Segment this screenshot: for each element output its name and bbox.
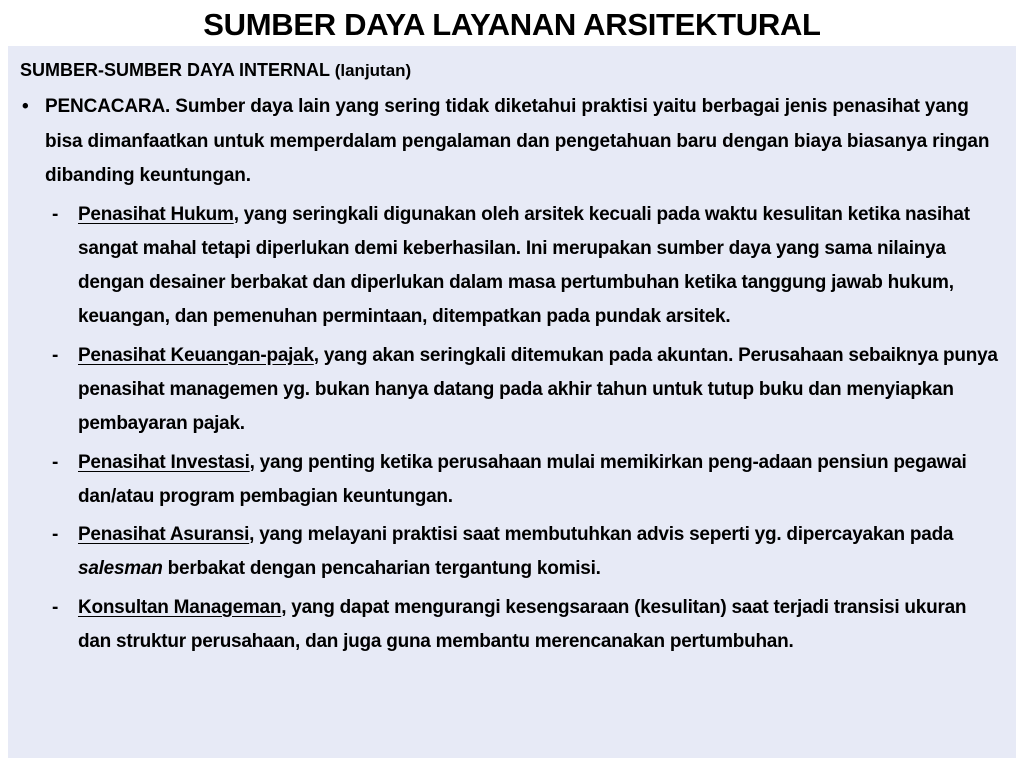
dash-marker: -	[52, 596, 59, 618]
sub-item-penasihat-investasi	[20, 446, 1000, 515]
sub-item-italic: salesman	[78, 558, 163, 580]
sub-item-term: Penasihat Keuangan-pajak	[78, 344, 314, 366]
bullet-text: PENCACARA. Sumber daya lain yang sering tidak diketahui praktisi yaitu berbagai jenis penasihat yang bisa dimanfaatkan untuk memperdalam pengalaman dan pengetahuan baru dengan biaya biasanya ringan dibanding keuntungan.	[45, 96, 990, 186]
section-heading-text: SUMBER-SUMBER DAYA INTERNAL	[20, 60, 330, 80]
sub-item-text: , yang seringkali digunakan oleh arsitek kecuali pada waktu kesulitan ketika nasihat sangat mahal tetapi diperlukan demi keberhasilan. Ini merupakan sumber daya yang sama nilainya dengan desainer berbakat dan diperlukan dalam masa pertumbuhan ketika tanggung jawab hukum, keuangan, dan pemenuhan permintaan, ditempatkan pada pundak arsitek.	[78, 203, 970, 328]
sub-item-term: Penasihat Investasi	[78, 451, 250, 473]
sub-item-text: , yang penting ketika perusahaan mulai memikirkan peng-adaan pensiun pegawai dan/atau program pembagian keuntungan.	[78, 451, 967, 507]
sub-item-penasihat-hukum	[20, 198, 1000, 335]
sub-item-term: Penasihat Asuransi	[78, 524, 250, 546]
sub-item-penasihat-keuangan-pajak	[20, 339, 1000, 442]
slide-title: SUMBER DAYA LAYANAN ARSITEKTURAL	[203, 7, 821, 42]
sub-item-penasihat-asuransi	[20, 518, 1000, 587]
sub-item-text: berbakat dengan pencaharian tergantung komisi.	[162, 558, 601, 580]
sub-item-term: Penasihat Hukum	[78, 203, 234, 225]
section-heading	[20, 57, 1000, 84]
dash-marker: -	[52, 344, 59, 366]
sub-list	[20, 198, 1000, 660]
bullet-icon: •	[22, 96, 29, 117]
sub-item-text: , yang akan seringkali ditemukan pada akuntan. Perusahaan sebaiknya punya penasihat managemen yg. bukan hanya datang pada akhir tahun untuk tutup buku dan menyiapkan pembayaran pajak.	[78, 344, 998, 435]
bullet-pencacara	[20, 90, 1000, 194]
sub-item-konsultan-manageman	[20, 591, 1000, 660]
section-heading-suffix: (lanjutan)	[334, 61, 412, 80]
content-box	[8, 46, 1016, 758]
dash-marker: -	[52, 451, 59, 473]
sub-item-text: , yang melayani praktisi saat membutuhkan advis seperti yg. dipercayakan pada	[249, 524, 954, 546]
dash-marker: -	[52, 524, 59, 546]
dash-marker: -	[52, 203, 59, 225]
sub-item-term: Konsultan Manageman	[78, 596, 282, 618]
sub-item-text: , yang dapat mengurangi kesengsaraan (kesulitan) saat terjadi transisi ukuran dan struktur perusahaan, dan juga guna membantu merencanakan pertumbuhan.	[78, 596, 967, 653]
